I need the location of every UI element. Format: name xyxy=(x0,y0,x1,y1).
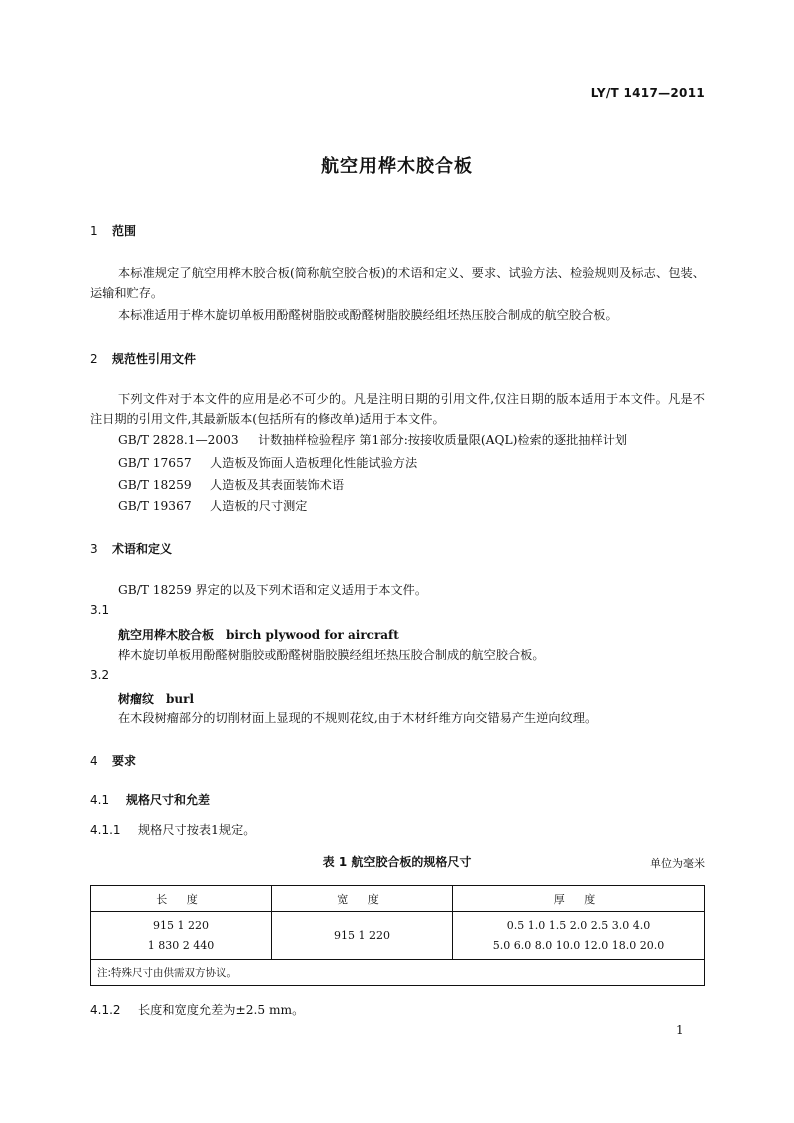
clause-text: 长度和宽度允差为±2.5 mm。 xyxy=(138,1003,305,1017)
section-4-heading xyxy=(90,752,136,769)
cell-width: 915 1 220 xyxy=(272,912,453,960)
document-title: 航空用桦木胶合板 xyxy=(321,156,473,177)
term-chinese: 树瘤纹 xyxy=(118,692,155,706)
length-value: 1 830 2 440 xyxy=(147,938,215,952)
cell-thickness xyxy=(453,912,705,960)
table-caption: 表 1 航空胶合板的规格尺寸 xyxy=(322,855,472,869)
section-3-heading xyxy=(90,540,172,557)
cell-length xyxy=(91,912,272,960)
term-english: birch plywood for aircraft xyxy=(226,628,399,642)
subsection-4-1-heading xyxy=(90,791,210,808)
header-length: 长 度 xyxy=(91,886,272,912)
reference-item xyxy=(118,475,344,495)
section-number: 3 xyxy=(90,542,98,556)
section-title: 要求 xyxy=(112,754,137,768)
section-1-heading xyxy=(90,222,136,239)
term-chinese: 航空用桦木胶合板 xyxy=(118,628,215,642)
section-number: 1 xyxy=(90,224,98,238)
reference-title: 计数抽样检验程序 第1部分:按接收质量限(AQL)检索的逐批抽样计划 xyxy=(258,433,628,447)
term-number: 3.2 xyxy=(90,668,110,682)
clause-number: 4.1.1 xyxy=(90,823,121,837)
section-number: 2 xyxy=(90,352,98,366)
reference-item xyxy=(118,453,417,473)
term-heading xyxy=(118,624,399,643)
reference-title: 人造板及其表面装饰术语 xyxy=(210,478,345,492)
term-number: 3.1 xyxy=(90,603,110,617)
thickness-values: 5.0 6.0 8.0 10.0 12.0 18.0 20.0 xyxy=(492,938,665,952)
clause-4-1-1 xyxy=(90,820,255,840)
scope-paragraph-2: 本标准适用于桦木旋切单板用酚醛树脂胶或酚醛树脂胶膜经组坯热压胶合制成的航空胶合板。 xyxy=(118,308,618,322)
subsection-title: 规格尺寸和允差 xyxy=(126,793,211,807)
standard-code: LY/T 1417—2011 xyxy=(590,86,705,100)
section-title: 术语和定义 xyxy=(112,542,173,556)
table-note: 注:特殊尺寸由供需双方协议。 xyxy=(91,960,705,986)
subsection-number: 4.1 xyxy=(90,793,110,807)
reference-item xyxy=(118,496,308,516)
table-unit-note: 单位为毫米 xyxy=(650,857,705,870)
table-header-row xyxy=(91,886,705,912)
reference-code: GB/T 17657 xyxy=(118,456,192,470)
reference-code: GB/T 2828.1—2003 xyxy=(118,433,239,447)
term-english: burl xyxy=(166,692,195,706)
clause-number: 4.1.2 xyxy=(90,1003,121,1017)
term-heading xyxy=(118,688,194,707)
reference-title: 人造板的尺寸测定 xyxy=(210,499,308,513)
table-row xyxy=(91,912,705,960)
section-number: 4 xyxy=(90,754,98,768)
term-definition: 在木段树瘤部分的切削材面上显现的不规则花纹,由于木材纤维方向交错易产生逆向纹理。 xyxy=(118,711,598,725)
header-thickness: 厚 度 xyxy=(453,886,705,912)
clause-4-1-2 xyxy=(90,1000,304,1020)
length-value: 915 1 220 xyxy=(153,918,209,932)
reference-item xyxy=(118,430,627,450)
section-title: 范围 xyxy=(112,224,137,238)
clause-text: 规格尺寸按表1规定。 xyxy=(138,823,256,837)
references-intro: 下列文件对于本文件的应用是必不可少的。凡是注明日期的引用文件,仅注日期的版本适用于本文件。凡是不注日期的引用文件,其最新版本(包括所有的修改单)适用于本文件。 xyxy=(90,392,705,426)
spec-table xyxy=(90,885,705,986)
scope-paragraph-1: 本标准规定了航空用桦木胶合板(简称航空胶合板)的术语和定义、要求、试验方法、检验规则及标志、包装、运输和贮存。 xyxy=(90,266,705,300)
reference-title: 人造板及饰面人造板理化性能试验方法 xyxy=(210,456,418,470)
reference-code: GB/T 19367 xyxy=(118,499,192,513)
thickness-values: 0.5 1.0 1.5 2.0 2.5 3.0 4.0 xyxy=(506,918,651,932)
table-note-row xyxy=(91,960,705,986)
terms-intro: GB/T 18259 界定的以及下列术语和定义适用于本文件。 xyxy=(118,583,428,597)
section-2-heading xyxy=(90,350,196,367)
reference-code: GB/T 18259 xyxy=(118,478,192,492)
term-definition: 桦木旋切单板用酚醛树脂胶或酚醛树脂胶膜经组坯热压胶合制成的航空胶合板。 xyxy=(118,648,545,662)
section-title: 规范性引用文件 xyxy=(112,352,197,366)
page-number: 1 xyxy=(676,1023,684,1037)
header-width: 宽 度 xyxy=(272,886,453,912)
